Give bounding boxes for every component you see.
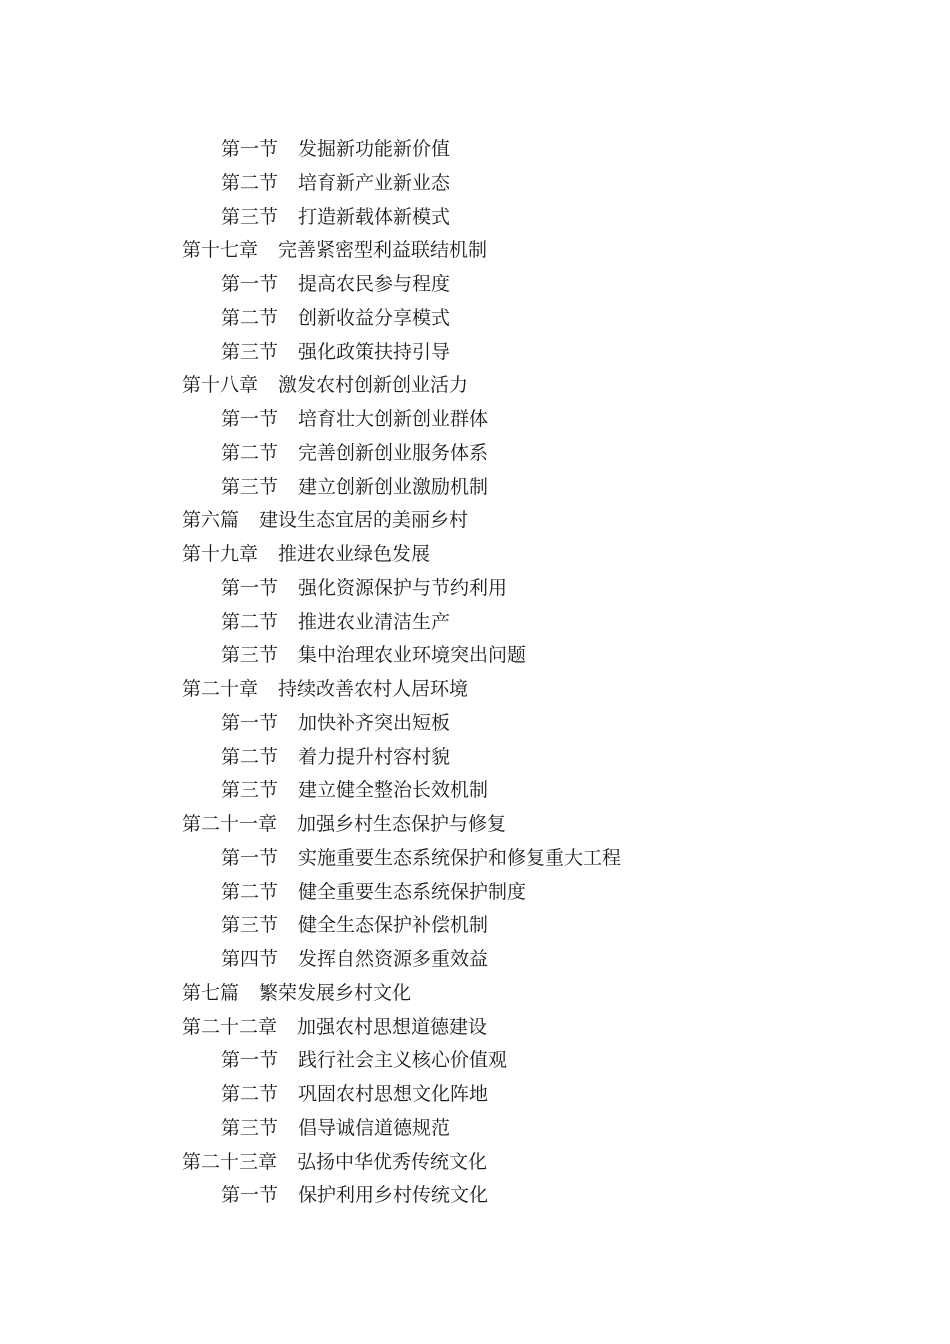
- toc-chapter-entry: [182, 1011, 882, 1045]
- toc-entry-title: 集中治理农业环境突出问题: [298, 644, 527, 667]
- toc-section-entry: [182, 707, 882, 741]
- toc-entry-number: 第三节: [221, 205, 279, 228]
- toc-entry-number: 第十九章: [182, 543, 259, 565]
- toc-entry-number: 第二节: [221, 610, 279, 633]
- toc-entry-number: 第一节: [221, 408, 279, 430]
- toc-entry-number: 第二十三章: [182, 1150, 278, 1173]
- toc-entry-title: 持续改善农村人居环境: [278, 678, 469, 700]
- toc-section-entry: [182, 741, 882, 775]
- toc-entry-number: 第三节: [221, 644, 279, 667]
- toc-entry-title: 培育新产业新业态: [298, 171, 451, 194]
- toc-entry-number: 第三节: [221, 914, 279, 937]
- toc-section-entry: [182, 201, 882, 235]
- toc-entry-title: 完善紧密型利益联结机制: [278, 239, 488, 262]
- toc-entry-number: 第二节: [221, 171, 279, 194]
- toc-entry-title: 发挥自然资源多重效益: [298, 948, 489, 970]
- toc-chapter-entry: [182, 369, 882, 403]
- toc-entry-title: 建立创新创业激励机制: [298, 475, 489, 498]
- toc-section-entry: [182, 842, 882, 876]
- toc-entry-title: 创新收益分享模式: [298, 306, 451, 329]
- toc-entry-title: 着力提升村容村貌: [298, 745, 451, 768]
- toc-entry-title: 加强农村思想道德建设: [297, 1015, 488, 1038]
- toc-entry-title: 加快补齐突出短板: [298, 711, 451, 734]
- toc-entry-title: 发掘新功能新价值: [298, 138, 451, 160]
- toc-entry-title: 繁荣发展乡村文化: [259, 981, 412, 1004]
- toc-entry-number: 第三节: [221, 475, 279, 498]
- toc-entry-title: 保护利用乡村传统文化: [298, 1184, 489, 1207]
- toc-entry-title: 提高农民参与程度: [298, 273, 451, 295]
- toc-entry-title: 弘扬中华优秀传统文化: [297, 1150, 488, 1173]
- toc-entry-number: 第二节: [221, 306, 279, 329]
- toc-entry-number: 第一节: [221, 273, 279, 295]
- toc-entry-number: 第二十一章: [182, 813, 278, 835]
- toc-entry-title: 健全重要生态系统保护制度: [298, 880, 527, 903]
- toc-entry-title: 强化政策扶持引导: [298, 340, 451, 363]
- toc-entry-number: 第四节: [221, 948, 279, 970]
- toc-section-entry: [182, 606, 882, 640]
- toc-section-entry: [182, 774, 882, 808]
- toc-section-entry: [182, 336, 882, 370]
- toc-entry-title: 建立健全整治长效机制: [298, 779, 489, 802]
- toc-entry-number: 第二节: [221, 441, 279, 464]
- toc-entry-number: 第六篇: [182, 509, 240, 532]
- toc-entry-title: 完善创新创业服务体系: [298, 441, 489, 464]
- toc-section-entry: [182, 133, 882, 167]
- toc-entry-number: 第二节: [221, 1083, 279, 1105]
- toc-section-entry: [182, 302, 882, 336]
- toc-entry-title: 推进农业绿色发展: [278, 543, 431, 565]
- toc-entry-number: 第一节: [221, 1184, 279, 1207]
- toc-entry-number: 第十八章: [182, 374, 259, 397]
- toc-entry-title: 强化资源保护与节约利用: [298, 576, 508, 599]
- toc-chapter-entry: [182, 1146, 882, 1180]
- toc-section-entry: [182, 909, 882, 943]
- toc-section-entry: [182, 639, 882, 673]
- toc-section-entry: [182, 1179, 882, 1213]
- toc-section-entry: [182, 403, 882, 437]
- toc-section-entry: [182, 1078, 882, 1112]
- toc-entry-title: 践行社会主义核心价值观: [298, 1049, 508, 1072]
- toc-chapter-entry: [182, 234, 882, 268]
- toc-section-entry: [182, 167, 882, 201]
- toc-entry-title: 加强乡村生态保护与修复: [297, 813, 507, 835]
- toc-entry-number: 第二十章: [182, 678, 259, 700]
- toc-chapter-entry: [182, 504, 882, 538]
- toc-chapter-entry: [182, 673, 882, 707]
- toc-entry-number: 第二节: [221, 745, 279, 768]
- toc-entry-number: 第一节: [221, 711, 279, 734]
- toc-section-entry: [182, 1044, 882, 1078]
- toc-section-entry: [182, 572, 882, 606]
- toc-section-entry: [182, 1112, 882, 1146]
- toc-entry-title: 打造新载体新模式: [298, 205, 451, 228]
- toc-entry-title: 巩固农村思想文化阵地: [298, 1083, 489, 1105]
- toc-section-entry: [182, 471, 882, 505]
- toc-chapter-entry: [182, 538, 882, 572]
- toc-entry-title: 推进农业清洁生产: [298, 610, 451, 633]
- toc-entry-number: 第三节: [221, 779, 279, 802]
- toc-entry-title: 激发农村创新创业活力: [278, 374, 469, 397]
- toc-entry-number: 第二节: [221, 880, 279, 903]
- toc-entry-number: 第一节: [221, 576, 279, 599]
- toc-entry-title: 培育壮大创新创业群体: [298, 408, 489, 430]
- table-of-contents: [182, 133, 882, 1213]
- toc-section-entry: [182, 437, 882, 471]
- toc-entry-number: 第三节: [221, 340, 279, 363]
- toc-entry-title: 实施重要生态系统保护和修复重大工程: [298, 846, 622, 869]
- toc-section-entry: [182, 268, 882, 302]
- toc-entry-number: 第二十二章: [182, 1015, 278, 1038]
- toc-entry-title: 健全生态保护补偿机制: [298, 914, 489, 937]
- toc-entry-number: 第一节: [221, 846, 279, 869]
- toc-entry-number: 第一节: [221, 138, 279, 160]
- toc-chapter-entry: [182, 977, 882, 1011]
- toc-entry-number: 第一节: [221, 1049, 279, 1072]
- toc-entry-number: 第十七章: [182, 239, 259, 262]
- toc-section-entry: [182, 876, 882, 910]
- toc-entry-title: 建设生态宜居的美丽乡村: [259, 509, 469, 532]
- toc-entry-number: 第三节: [221, 1116, 279, 1139]
- toc-section-entry: [182, 943, 882, 977]
- toc-chapter-entry: [182, 808, 882, 842]
- toc-entry-title: 倡导诚信道德规范: [298, 1116, 451, 1139]
- toc-entry-number: 第七篇: [182, 981, 240, 1004]
